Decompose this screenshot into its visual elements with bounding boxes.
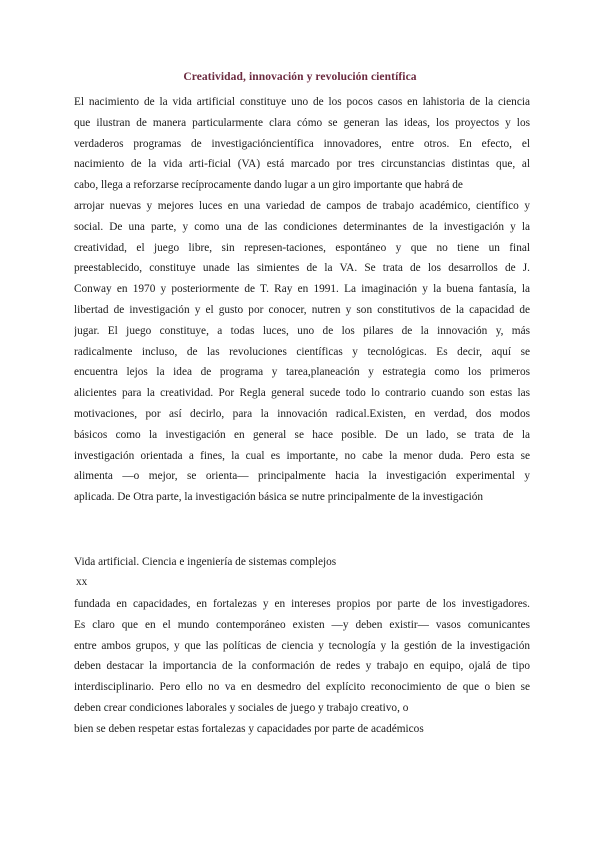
running-header — [74, 552, 530, 573]
text-line: básicos como la investigación en general se hace posible. De un lado, se trata de la — [74, 428, 530, 441]
text-line: jugar. El juego constituye, a todas luces, uno de los pilares de la innovación y, más — [74, 324, 530, 337]
text-line: creatividad, el juego libre, sin represen-taciones, espontáneo y que no tiene un final — [74, 241, 530, 254]
paragraph-2 — [74, 594, 530, 740]
text-line: alicientes para la creatividad. Por Regla general sucede todo lo contrario cuando son estas las — [74, 387, 530, 400]
text-line: motivaciones, por así decirlo, para la innovación radical.Existen, en verdad, dos modos — [74, 407, 530, 420]
text-line: alimenta —o mejor, se orienta— principalmente hacia la investigación experimental y — [74, 470, 530, 483]
text-line: fundada en capacidades, en fortalezas y en intereses propios por parte de los investigadores. — [74, 598, 530, 610]
text-line: cabo, llega a reforzarse recíprocamente dando lugar a un giro importante que habrá de — [74, 179, 463, 192]
page-number-text: xx — [76, 576, 88, 588]
text-line: social. De una parte, y como una de las condiciones determinantes de la investigación y la — [74, 220, 530, 233]
paragraph-1 — [74, 92, 530, 508]
page-number — [76, 572, 532, 593]
text-line: arrojar nuevas y mejores luces en una variedad de campos de trabajo académico, científico y — [74, 199, 530, 212]
text-line: interdisciplinario. Pero ello no va en desmedro del explícito reconocimiento de que o bien se — [74, 681, 530, 694]
text-line: deben crear condiciones laborales y sociales de juego y trabajo creativo, o — [74, 701, 409, 714]
text-line: Conway en 1970 y posteriormente de T. Ray en 1991. La imaginación y la buena fantasía, la — [74, 283, 530, 296]
text-line: investigación orientada a fines, la cual es importante, no cabe la menor duda. Pero esta se — [74, 449, 530, 462]
text-line: aplicada. De Otra parte, la investigación básica se nutre principalmente de la investigación — [74, 491, 484, 504]
text-line: bien se deben respetar estas fortalezas y capacidades por parte de académicos — [74, 722, 424, 735]
text-line: verdaderos programas de investigacióncientífica innovadores, entre otros. En efecto, el — [74, 137, 530, 150]
text-line: encuentra lejos la idea de programa y tarea,planeación y estrategia como los primeros — [74, 366, 530, 379]
text-line: Es claro que en el mundo contemporáneo existen —y deben existir— vasos comunicantes — [74, 618, 530, 631]
text-line: El nacimiento de la vida artificial constituye uno de los pocos casos en lahistoria de la ciencia — [74, 96, 530, 108]
text-line: nacimiento de la vida arti-ficial (VA) está marcado por tres circunstancias distintas que, al — [74, 158, 530, 171]
running-header-text: Vida artificial. Ciencia e ingeniería de sistemas complejos — [74, 556, 337, 568]
text-line: preestablecido, constituye unade las simientes de la VA. Se trata de los desarrollos de J. — [74, 262, 530, 275]
page-title: Creatividad, innovación y revolución científica — [183, 71, 417, 83]
text-line: deben destacar la importancia de la conformación de redes y trabajo en equipo, ojalá de tipo — [74, 660, 530, 673]
text-line: que ilustran de manera particularmente clara cómo se generan las ideas, los proyectos y los — [74, 116, 530, 129]
text-line: libertad de investigación y el gusto por conocer, nutren y son constitutivos de la capacidad de — [74, 303, 530, 316]
text-line: entre ambos grupos, y que las políticas de ciencia y tecnología y la gestión de la investigación — [74, 639, 530, 652]
text-line: radicalmente incluso, de las revoluciones científicas y tecnológicas. Es decir, aquí se — [74, 345, 530, 358]
